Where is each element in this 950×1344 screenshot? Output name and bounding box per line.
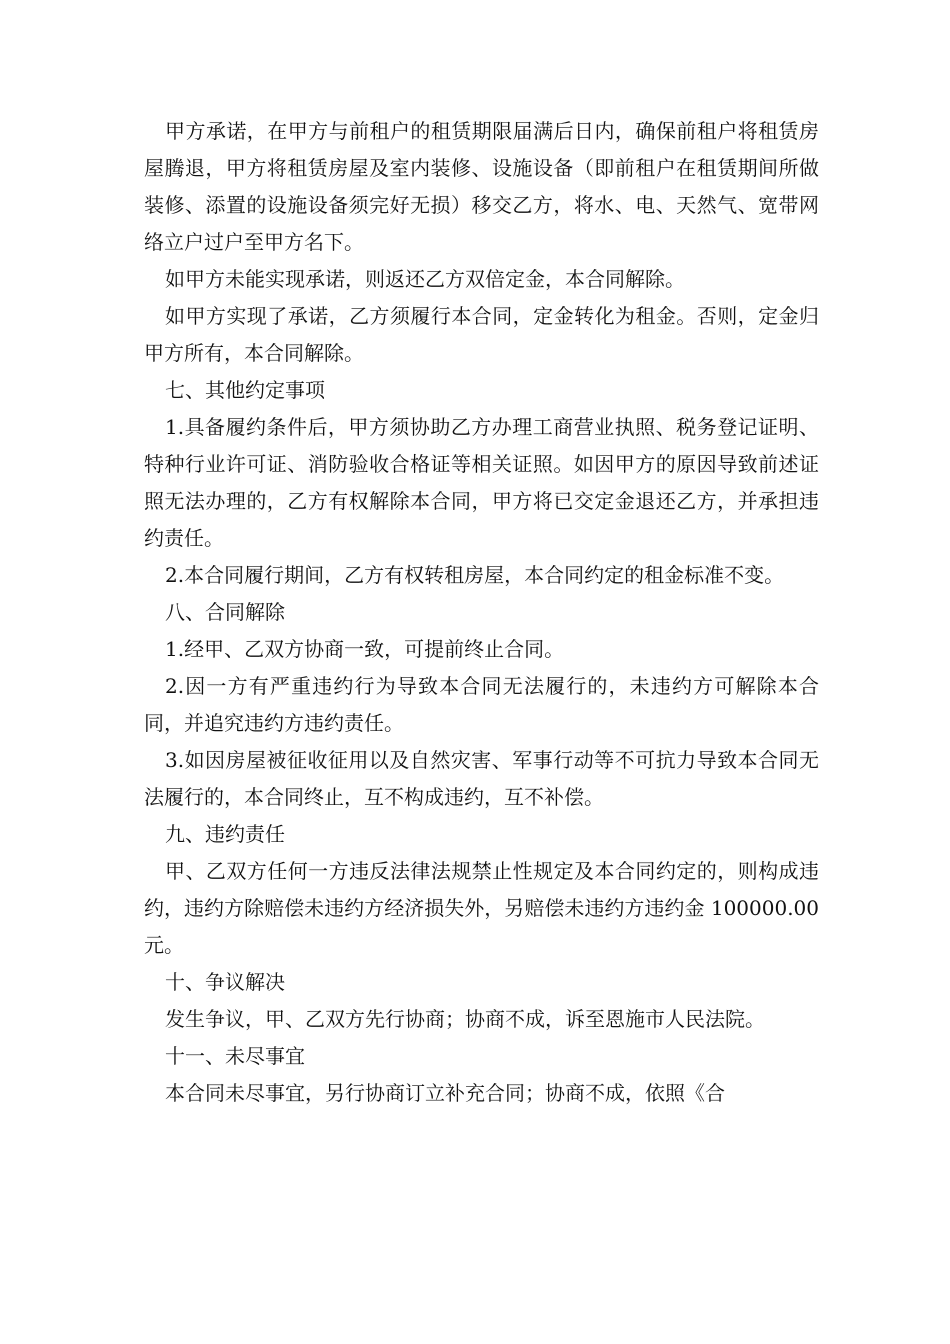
section-heading-dispute: 十、争议解决 xyxy=(165,970,285,994)
paragraph-breach-termination: 2.因一方有严重违约行为导致本合同无法履行的，未违约方可解除本合同，并追究违约方违约责任。 xyxy=(144,674,819,735)
paragraph-promise-failed: 如甲方未能实现承诺，则返还乙方双倍定金，本合同解除。 xyxy=(165,267,685,291)
paragraph-sublease: 2.本合同履行期间，乙方有权转租房屋，本合同约定的租金标准不变。 xyxy=(165,563,785,587)
section-heading-miscellaneous: 十一、未尽事宜 xyxy=(165,1044,305,1068)
paragraph-force-majeure: 3.如因房屋被征收征用以及自然灾害、军事行动等不可抗力导致本合同无法履行的，本合同终止，互不构成违约，互不补偿。 xyxy=(144,748,819,809)
paragraph-licenses: 1.具备履约条件后，甲方须协助乙方办理工商营业执照、税务登记证明、特种行业许可证、消防验收合格证等相关证照。如因甲方的原因导致前述证照无法办理的，乙方有权解除本合同，甲方将已交定金退还乙方，并承担违约责任。 xyxy=(144,415,819,550)
section-heading-other-terms: 七、其他约定事项 xyxy=(165,378,325,402)
paragraph-mutual-termination: 1.经甲、乙双方协商一致，可提前终止合同。 xyxy=(165,637,565,661)
paragraph-promise-fulfilled: 如甲方实现了承诺，乙方须履行本合同，定金转化为租金。否则，定金归甲方所有，本合同解除。 xyxy=(144,304,819,365)
paragraph-liability: 甲、乙双方任何一方违反法律法规禁止性规定及本合同约定的，则构成违约，违约方除赔偿未违约方经济损失外，另赔偿未违约方违约金 100000.00 元。 xyxy=(144,859,819,957)
document-page xyxy=(144,113,819,1112)
section-heading-termination: 八、合同解除 xyxy=(165,600,285,624)
section-heading-liability: 九、违约责任 xyxy=(165,822,285,846)
paragraph-handover-promise: 甲方承诺，在甲方与前租户的租赁期限届满后日内，确保前租户将租赁房屋腾退，甲方将租赁房屋及室内装修、设施设备（即前租户在租赁期间所做装修、添置的设施设备须完好无损）移交乙方，将水、电、天然气、宽带网络立户过户至甲方名下。 xyxy=(144,119,819,254)
paragraph-dispute: 发生争议，甲、乙双方先行协商；协商不成，诉至恩施市人民法院。 xyxy=(165,1007,765,1031)
paragraph-miscellaneous: 本合同未尽事宜，另行协商订立补充合同；协商不成，依照《合 xyxy=(165,1081,725,1105)
